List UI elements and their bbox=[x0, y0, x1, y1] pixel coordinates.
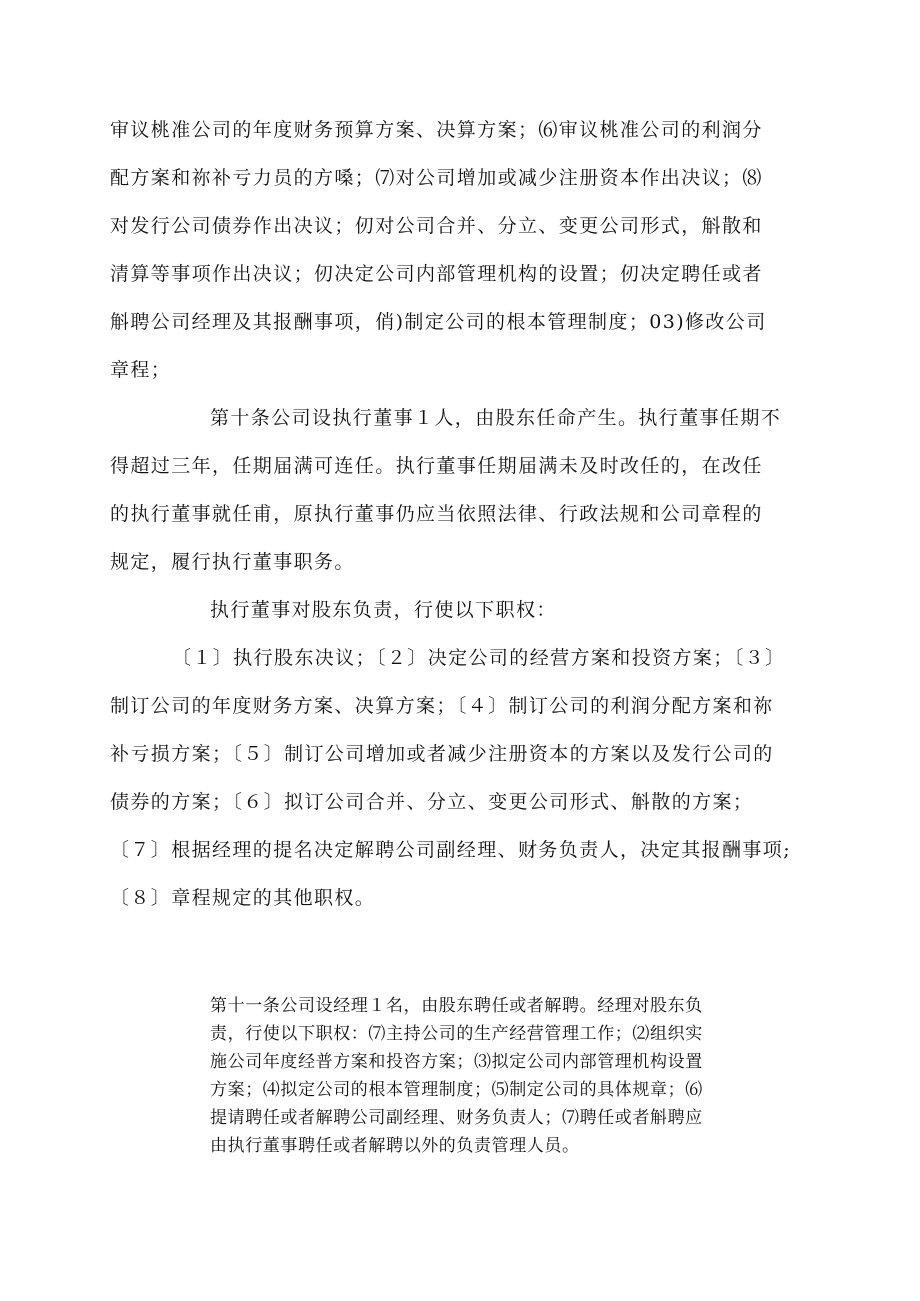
para1-line-3: 对发行公司债券作出决议；仞对公司合并、分立、变更公司形式，斛散和 bbox=[110, 215, 763, 237]
para1-line-4: 清算等事项作出决议；仞决定公司内部管理机构的设置；仞决定聘任或者 bbox=[110, 263, 763, 285]
para5-line-2: 责，行使以下职权：⑺主持公司的生产经营管理工作；⑵组织实 bbox=[210, 1024, 703, 1044]
para4-line-1: 〔１〕执行股东决议；〔２〕决定公司的经营方案和投资方案；〔３〕 bbox=[172, 647, 786, 669]
para3-line-1: 执行董事对股东负责，行使以下职权： bbox=[210, 599, 557, 621]
para5-line-4: 方案；⑷拟定公司的根本管理制度；⑸制定公司的具体规章；⑹ bbox=[210, 1080, 703, 1100]
para4-line-5: 〔７〕根据经理的提名决定解聘公司副经理、财务负责人，决定其报酬事项; bbox=[110, 839, 792, 861]
para1-line-6: 章程； bbox=[110, 359, 172, 381]
para5-line-5: 提请聘任或者解聘公司副经理、财务负责人；⑺聘任或者斛聘应 bbox=[210, 1108, 703, 1128]
para5-line-6: 由执行董事聘任或者解聘以外的负责管理人员。 bbox=[210, 1136, 580, 1156]
para4-line-2: 制订公司的年度财务方案、决算方案；〔４〕制订公司的利润分配方案和祢 bbox=[110, 695, 774, 717]
para1-line-1: 审议桃准公司的年度财务预算方案、决算方案；⑹审议桃准公司的利润分 bbox=[110, 119, 763, 141]
para1-line-5: 斛聘公司经理及其报酬事项，俏)制定公司的根本管理制度；03)修改公司 bbox=[110, 311, 767, 333]
para5-line-1: 第十一条公司设经理１名，由股东聘任或者解聘。经理对股东负 bbox=[210, 996, 703, 1016]
para2-line-4: 规定，履行执行董事职务。 bbox=[110, 551, 355, 573]
para4-line-6: 〔８〕章程规定的其他职权。 bbox=[110, 887, 376, 909]
para5-line-3: 施公司年度经普方案和投咨方案；⑶拟定公司内部管理机构设置 bbox=[210, 1052, 703, 1072]
para2-line-3: 的执行董事就任甫，原执行董事仍应当依照法律、行政法规和公司章程的 bbox=[110, 503, 763, 525]
article-11-block bbox=[210, 992, 810, 1160]
para1-line-2: 配方案和祢补亏力员的方嗓；⑺对公司增加或减少注册资本作出决议；⑻ bbox=[110, 167, 763, 189]
para2-line-1: 第十条公司设执行董事１人，由股东任命产生。执行董事任期不 bbox=[210, 407, 782, 429]
para2-line-2: 得超过三年，任期届满可连任。执行董事任期届满未及时改任的，在改任 bbox=[110, 455, 763, 477]
para4-line-3: 补亏损方案；〔５〕制订公司增加或者减少注册资本的方案以及发行公司的 bbox=[110, 743, 774, 765]
para4-line-4: 债券的方案；〔６〕拟订公司合并、分立、变更公司形式、斛散的方案； bbox=[110, 791, 754, 813]
